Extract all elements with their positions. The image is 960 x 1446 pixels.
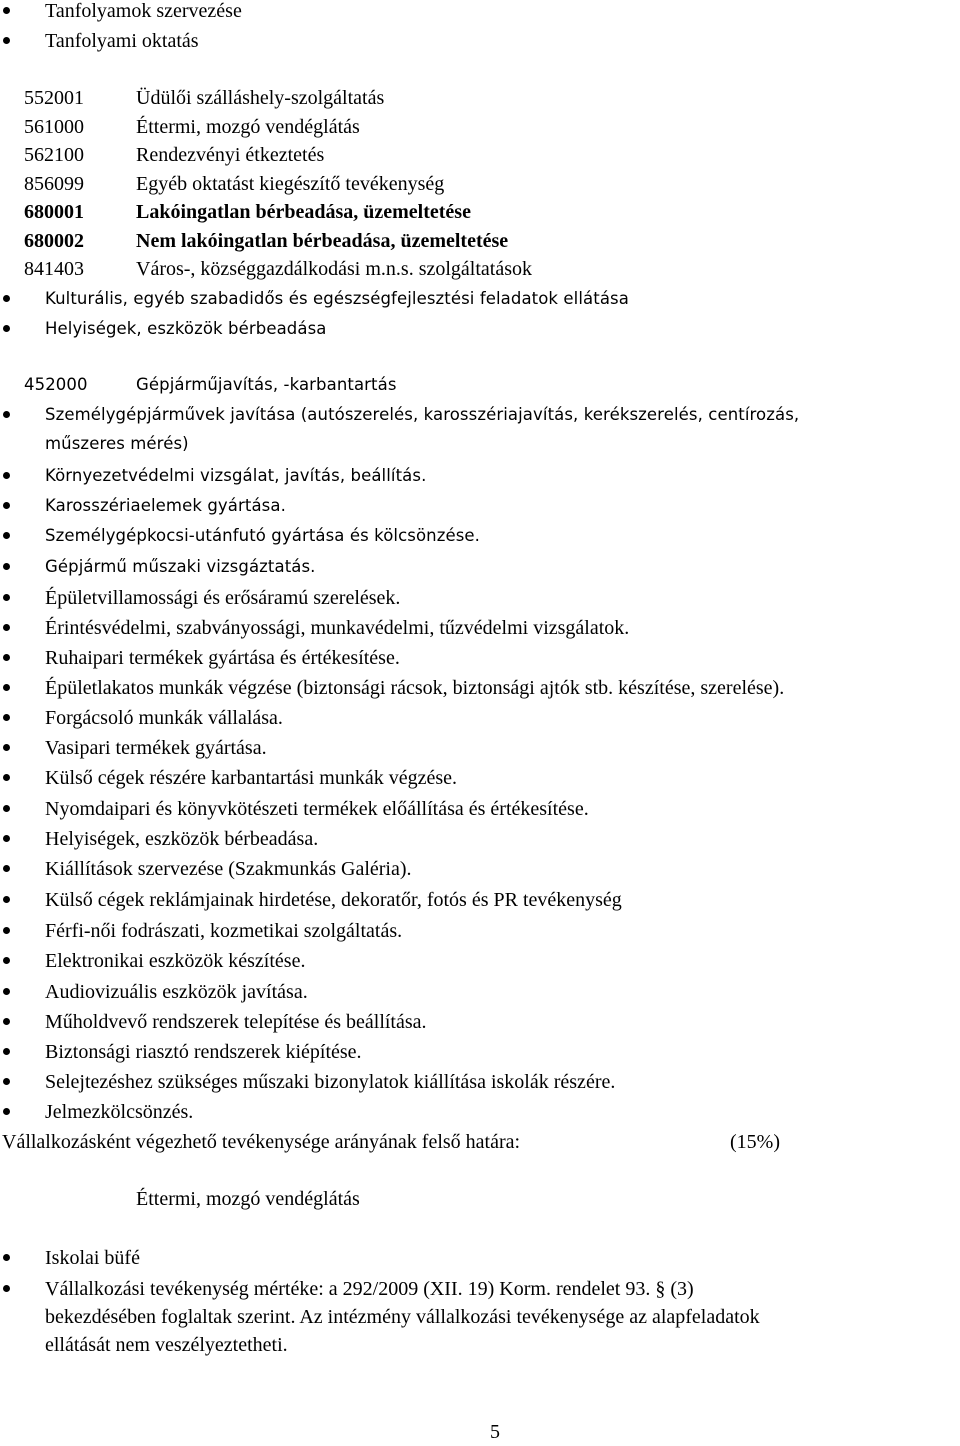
bullet-icon	[3, 988, 10, 995]
activity-name: Nem lakóingatlan bérbeadása, üzemeltetése	[136, 230, 509, 252]
list-item	[0, 27, 960, 55]
activity-code: 561000	[24, 116, 84, 138]
activity-code-row	[0, 255, 960, 283]
activity-name: Rendezvényi étkeztetés	[136, 144, 325, 166]
activity-code-row	[0, 141, 960, 169]
list-item	[0, 764, 960, 792]
activity-code: 680002	[24, 230, 84, 252]
activity-name: Éttermi, mozgó vendéglátás	[136, 116, 360, 138]
list-item	[0, 1068, 960, 1096]
bullet-icon	[3, 624, 10, 631]
list-item-text: Jelmezkölcsönzés.	[45, 1101, 194, 1123]
bullet-icon	[3, 805, 10, 812]
list-item	[0, 644, 960, 672]
bullet-icon	[3, 563, 10, 570]
list-item-text: Épületlakatos munkák végzése (biztonsági rácsok, biztonsági ajtók stb. készítése, szerelése).	[45, 677, 785, 699]
list-item-text: Külső cégek részére karbantartási munkák végzése.	[45, 767, 458, 789]
activity-code: 452000	[24, 375, 88, 394]
list-item	[0, 553, 960, 581]
list-item-text: ellátását nem veszélyeztetheti.	[45, 1334, 288, 1356]
list-item-text: Elektronikai eszközök készítése.	[45, 950, 306, 972]
bullet-icon	[3, 714, 10, 721]
bullet-icon	[3, 1285, 10, 1292]
bullet-icon	[3, 594, 10, 601]
activity-name: Gépjárműjavítás, -karbantartás	[136, 375, 397, 394]
page-number: 5	[490, 1421, 500, 1443]
catering-heading-text: Éttermi, mozgó vendéglátás	[136, 1188, 360, 1210]
bullet-icon	[3, 37, 10, 44]
list-item	[0, 855, 960, 883]
list-item	[0, 315, 960, 343]
list-item-continuation	[0, 1331, 960, 1359]
list-item	[0, 614, 960, 642]
list-item	[0, 1098, 960, 1126]
bullet-icon	[3, 927, 10, 934]
list-item-text: Ruhaipari termékek gyártása és értékesítése.	[45, 647, 400, 669]
bullet-icon	[3, 532, 10, 539]
list-item	[0, 492, 960, 520]
list-item-text: Gépjármű műszaki vizsgáztatás.	[45, 557, 316, 576]
list-item-text: Audiovizuális eszközök javítása.	[45, 981, 308, 1003]
bullet-icon	[3, 411, 10, 418]
activity-code: 562100	[24, 144, 84, 166]
list-item-text: Személygépjárművek javítása (autószerelés, karosszériajavítás, kerékszerelés, centírozás,	[45, 405, 800, 424]
list-item-text: Külső cégek reklámjainak hirdetése, dekoratőr, fotós és PR tevékenység	[45, 889, 622, 911]
list-item-text: műszeres mérés)	[45, 434, 189, 453]
bullet-icon	[3, 835, 10, 842]
list-item-text: Személygépkocsi-utánfutó gyártása és kölcsönzése.	[45, 526, 481, 545]
list-item	[0, 947, 960, 975]
list-item-text: Forgácsoló munkák vállalása.	[45, 707, 283, 729]
business-limit-label: Vállalkozásként végezhető tevékenysége arányának felső határa:	[2, 1131, 521, 1153]
activity-code: 856099	[24, 173, 84, 195]
list-item	[0, 795, 960, 823]
activity-code-row	[0, 198, 960, 226]
activity-code-row	[0, 113, 960, 141]
list-item-text: Tanfolyami oktatás	[45, 30, 199, 52]
bullet-icon	[3, 957, 10, 964]
list-item	[0, 674, 960, 702]
list-item-text: Nyomdaipari és könyvkötészeti termékek előállítása és értékesítése.	[45, 798, 589, 820]
bullet-icon	[3, 774, 10, 781]
list-item	[0, 522, 960, 550]
business-limit-value: (15%)	[730, 1131, 780, 1153]
list-item-text: Biztonsági riasztó rendszerek kiépítése.	[45, 1041, 362, 1063]
list-item-text: Selejtezéshez szükséges műszaki bizonylatok kiállítása iskolák részére.	[45, 1071, 616, 1093]
list-item-continuation	[0, 430, 960, 458]
list-item	[0, 0, 960, 25]
list-item	[0, 825, 960, 853]
list-item	[0, 734, 960, 762]
bullet-icon	[3, 1108, 10, 1115]
list-item	[0, 1008, 960, 1036]
list-item-text: Kiállítások szervezése (Szakmunkás Galéria).	[45, 858, 412, 880]
bullet-icon	[3, 744, 10, 751]
list-item-text: Karosszériaelemek gyártása.	[45, 496, 286, 515]
activity-code: 552001	[24, 87, 84, 109]
list-item-continuation	[0, 1303, 960, 1331]
bullet-icon	[3, 684, 10, 691]
list-item	[0, 978, 960, 1006]
list-item-text: Tanfolyamok szervezése	[45, 0, 242, 22]
list-item-text: Iskolai büfé	[45, 1247, 140, 1269]
activity-code-row	[0, 227, 960, 255]
list-item-text: Környezetvédelmi vizsgálat, javítás, beállítás.	[45, 466, 427, 485]
bullet-icon	[3, 865, 10, 872]
list-item-text: bekezdésében foglaltak szerint. Az intézmény vállalkozási tevékenysége az alapfeladatok	[45, 1306, 760, 1328]
activity-code-row	[0, 84, 960, 112]
bullet-icon	[3, 1078, 10, 1085]
list-item	[0, 584, 960, 612]
activity-code-row	[0, 170, 960, 198]
bullet-icon	[3, 295, 10, 302]
list-item-text: Kulturális, egyéb szabadidős és egészségfejlesztési feladatok ellátása	[45, 289, 629, 308]
activity-code: 680001	[24, 201, 84, 223]
list-item-text: Helyiségek, eszközök bérbeadása	[45, 319, 327, 338]
list-item	[0, 1038, 960, 1066]
bullet-icon	[3, 1048, 10, 1055]
bullet-icon	[3, 7, 10, 14]
activity-code: 841403	[24, 258, 84, 280]
list-item	[0, 886, 960, 914]
bullet-icon	[3, 325, 10, 332]
activity-name: Lakóingatlan bérbeadása, üzemeltetése	[136, 201, 471, 223]
bullet-icon	[3, 896, 10, 903]
repair-heading	[0, 371, 960, 399]
bullet-icon	[3, 472, 10, 479]
bullet-icon	[3, 1254, 10, 1261]
list-item	[0, 917, 960, 945]
list-item-text: Vállalkozási tevékenység mértéke: a 292/2009 (XII. 19) Korm. rendelet 93. § (3)	[45, 1278, 694, 1300]
list-item	[0, 1244, 960, 1272]
list-item	[0, 704, 960, 732]
list-item	[0, 401, 960, 429]
bullet-icon	[3, 1018, 10, 1025]
activity-name: Város-, községgazdálkodási m.n.s. szolgáltatások	[136, 258, 533, 280]
activity-name: Egyéb oktatást kiegészítő tevékenység	[136, 173, 445, 195]
list-item-text: Férfi-női fodrászati, kozmetikai szolgáltatás.	[45, 920, 403, 942]
list-item-text: Helyiségek, eszközök bérbeadása.	[45, 828, 319, 850]
catering-heading	[0, 1185, 960, 1213]
business-limit	[0, 1128, 960, 1156]
list-item	[0, 1275, 960, 1303]
list-item-text: Vasipari termékek gyártása.	[45, 737, 267, 759]
bullet-icon	[3, 654, 10, 661]
activity-name: Üdülői szálláshely-szolgáltatás	[136, 87, 385, 109]
list-item-text: Épületvillamossági és erősáramú szerelések.	[45, 587, 401, 609]
bullet-icon	[3, 502, 10, 509]
list-item	[0, 462, 960, 490]
list-item-text: Érintésvédelmi, szabványossági, munkavédelmi, tűzvédelmi vizsgálatok.	[45, 617, 630, 639]
list-item	[0, 285, 960, 313]
list-item-text: Műholdvevő rendszerek telepítése és beállítása.	[45, 1011, 427, 1033]
